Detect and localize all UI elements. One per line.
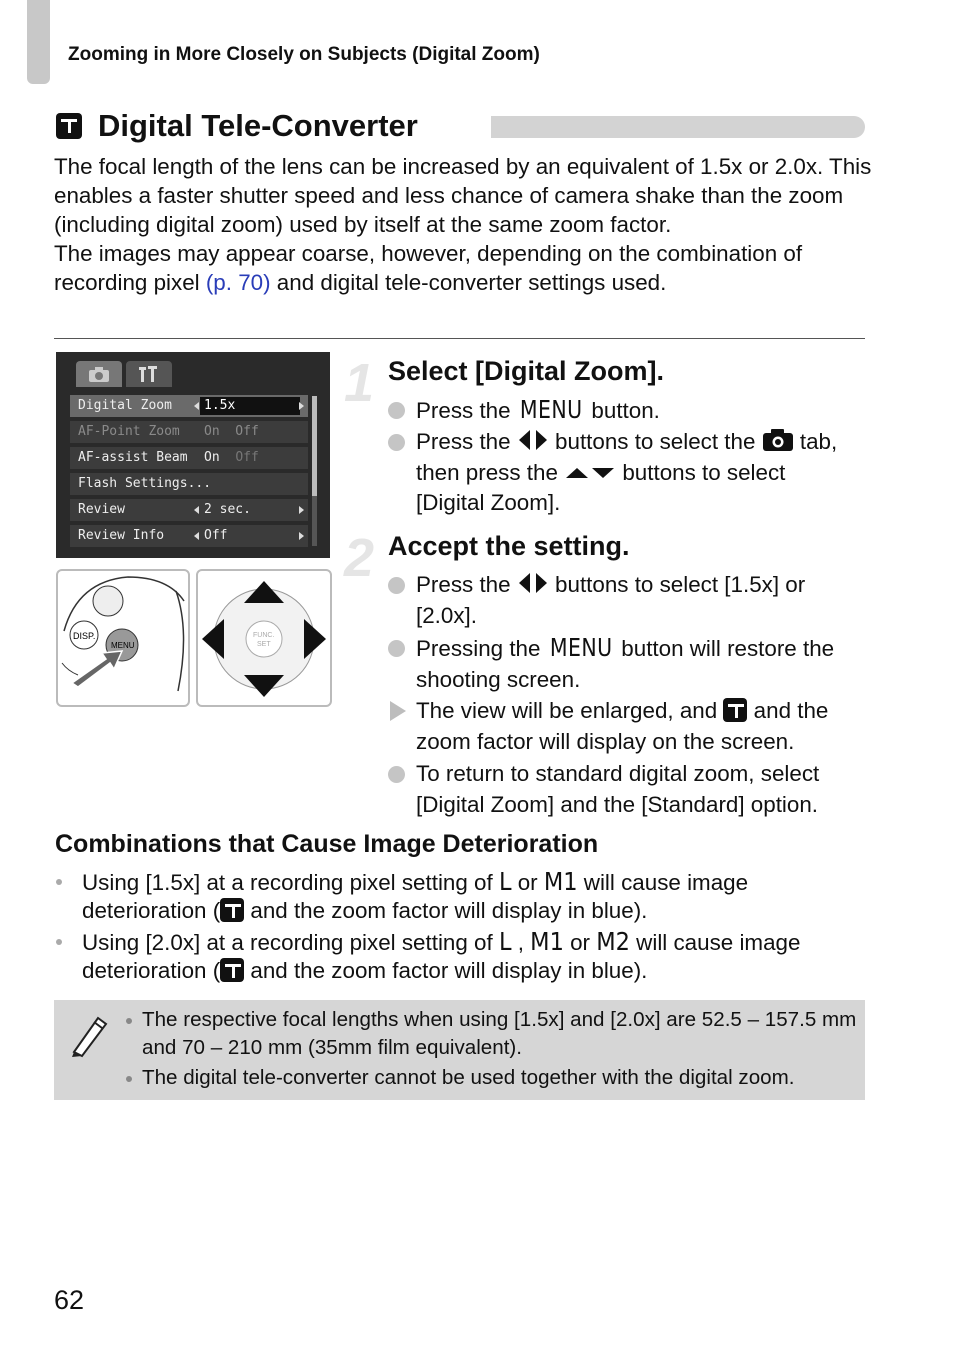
menu-row-af-assist-beam <box>70 447 308 469</box>
chapter-tab <box>27 0 50 84</box>
text: then press the <box>416 459 565 485</box>
menu-scroll-thumb <box>312 396 317 496</box>
right-arrow-icon <box>299 402 304 410</box>
section-title-text: Digital Tele-Converter <box>98 108 418 143</box>
menu-button-press-icon <box>58 571 188 705</box>
tele-converter-icon <box>723 698 747 722</box>
combination-item-2 <box>56 928 876 985</box>
page-number: 62 <box>54 1285 85 1315</box>
wrench-tab-icon <box>138 364 160 384</box>
text: button. <box>585 398 660 423</box>
up-down-buttons-icon <box>564 464 616 482</box>
text: button will restore the <box>615 636 835 661</box>
text: To return to standard digital zoom, select <box>416 761 820 786</box>
bullet-dot <box>388 766 405 783</box>
menu-value <box>204 447 259 469</box>
pixel-l-icon: L <box>498 927 512 956</box>
page-link[interactable]: (p. 70) <box>205 270 271 295</box>
pixel-l-icon: L <box>498 867 512 896</box>
menu-label: Review <box>78 502 125 517</box>
step-2-bullet-4 <box>388 759 868 820</box>
text: The view will be enlarged, and <box>416 698 724 723</box>
dial-illustration <box>196 569 332 707</box>
bullet-dot <box>388 577 405 594</box>
text: deterioration ( <box>82 898 221 923</box>
combinations-heading: Combinations that Cause Image Deterioration <box>55 830 599 858</box>
intro-2-post: and digital tele-converter settings used. <box>270 270 667 295</box>
text: Press the <box>416 398 517 423</box>
bullet-dot <box>126 1076 132 1082</box>
menu-label: Flash Settings... <box>78 476 212 491</box>
pixel-m2-icon: M2 <box>596 927 630 956</box>
camera-tab-icon <box>88 366 110 383</box>
value-off: Off <box>235 450 259 465</box>
bullet-dot <box>388 640 405 657</box>
menu-button-label: MENU <box>519 395 583 424</box>
menu-label: Digital Zoom <box>78 398 172 413</box>
menu-value: 2 sec. <box>204 502 251 517</box>
settings-tab <box>126 361 172 387</box>
left-right-buttons-icon <box>517 572 549 594</box>
left-right-buttons-icon <box>517 429 549 451</box>
note-box <box>54 1000 865 1100</box>
menu-row-digital-zoom <box>70 395 308 417</box>
pixel-m1-icon: M1 <box>543 867 578 896</box>
bullet-dot <box>388 402 405 419</box>
text: tab, <box>793 429 838 454</box>
right-arrow-icon <box>299 532 304 540</box>
bullet-dot <box>56 939 62 945</box>
svg-text:SET: SET <box>257 641 271 648</box>
text: [2.0x]. <box>416 602 477 628</box>
note-item-2 <box>126 1064 861 1092</box>
bullet-dot <box>126 1018 132 1024</box>
text: Pressing the <box>416 636 547 661</box>
svg-text:DISP.: DISP. <box>73 631 96 641</box>
text: Press the <box>416 429 517 454</box>
text: and the zoom factor will display in blue). <box>244 898 648 923</box>
step-1-heading: Select [Digital Zoom]. <box>388 356 665 386</box>
text: will cause image <box>577 870 749 895</box>
text: [Digital Zoom] and the [Standard] option. <box>416 791 819 817</box>
menu-row-flash-settings <box>70 473 308 495</box>
step-2-bullet-1 <box>388 570 868 631</box>
camera-tab <box>76 361 122 387</box>
text: or <box>563 930 597 955</box>
bullet-dot <box>56 879 62 885</box>
step-1-bullet-2 <box>388 427 868 519</box>
four-way-dial-icon <box>198 571 330 705</box>
intro-text <box>54 152 874 297</box>
right-arrow-icon <box>299 506 304 514</box>
text: Press the <box>416 572 517 597</box>
menu-row-review-info <box>70 525 308 547</box>
menu-label: Review Info <box>78 528 165 543</box>
pixel-m1-icon: M1 <box>530 927 564 956</box>
step-number-1: 1 <box>344 353 375 413</box>
menu-value: Off <box>204 528 228 543</box>
menu-value: On Off <box>204 424 259 439</box>
text: and the <box>747 698 829 723</box>
intro-2-pre: The images may appear coarse, however, depending on the combination of recording pixel <box>54 241 803 295</box>
result-arrow-icon <box>390 701 406 721</box>
step-2-bullet-2 <box>388 633 868 695</box>
divider <box>54 338 865 339</box>
step-number-2: 2 <box>344 528 375 588</box>
svg-text:FUNC.: FUNC. <box>253 632 275 639</box>
menu-row-review <box>70 499 308 521</box>
text: buttons to select [1.5x] or <box>548 572 806 597</box>
intro-paragraph-1: The focal length of the lens can be increased by an equivalent of 1.5x or 2.0x. This enables a faster shutter speed and less chance of camera shake than the zoom (including digital zoom) used by itself at the same zoom factor. <box>54 154 872 237</box>
value-on: On <box>204 450 220 465</box>
text: [Digital Zoom]. <box>416 490 561 515</box>
text: deterioration ( <box>82 958 221 983</box>
text: , <box>511 930 531 955</box>
text: The respective focal lengths when using [1.5x] and [2.0x] are 52.5 – 157.5 mm and 70 – 210 mm (35mm film equivalent). <box>142 1008 857 1059</box>
tele-converter-icon <box>220 898 244 922</box>
step-1-bullet-1 <box>388 395 868 427</box>
svg-text:MENU: MENU <box>111 641 135 650</box>
left-arrow-icon <box>194 506 199 514</box>
text: or <box>511 870 544 895</box>
camera-menu-screen <box>56 352 330 558</box>
running-head: Zooming in More Closely on Subjects (Digital Zoom) <box>68 44 540 65</box>
left-arrow-icon <box>194 402 199 410</box>
text: Using [1.5x] at a recording pixel setting of <box>82 870 499 895</box>
section-title <box>56 108 418 144</box>
text: will cause image <box>629 930 801 955</box>
menu-value: 1.5x <box>200 397 300 415</box>
text: buttons to select the <box>548 429 762 454</box>
tele-converter-icon <box>220 958 244 982</box>
menu-row-af-point-zoom <box>70 421 308 443</box>
text: and the zoom factor will display in blue). <box>244 958 648 983</box>
left-arrow-icon <box>194 532 199 540</box>
intro-paragraph-2 <box>54 239 874 297</box>
note-item-1 <box>126 1006 861 1062</box>
camera-icon <box>762 428 794 452</box>
menu-label: AF-Point Zoom <box>78 424 180 439</box>
text: zoom factor will display on the screen. <box>416 728 795 754</box>
text: Using [2.0x] at a recording pixel setting of <box>82 930 499 955</box>
bullet-dot <box>388 434 405 451</box>
text: buttons to select <box>616 459 786 485</box>
step-2-bullet-3 <box>388 696 868 757</box>
menu-label: AF-assist Beam <box>78 450 188 465</box>
camera-buttons-illustration <box>56 569 190 707</box>
tele-converter-icon <box>56 113 82 139</box>
text: shooting screen. <box>416 666 581 692</box>
text: The digital tele-converter cannot be used together with the digital zoom. <box>142 1066 795 1089</box>
step-2-heading: Accept the setting. <box>388 531 630 561</box>
combination-item-1 <box>56 868 876 925</box>
title-decoration-bar <box>491 116 865 138</box>
menu-button-label: MENU <box>549 633 613 662</box>
pencil-icon <box>68 1012 108 1058</box>
